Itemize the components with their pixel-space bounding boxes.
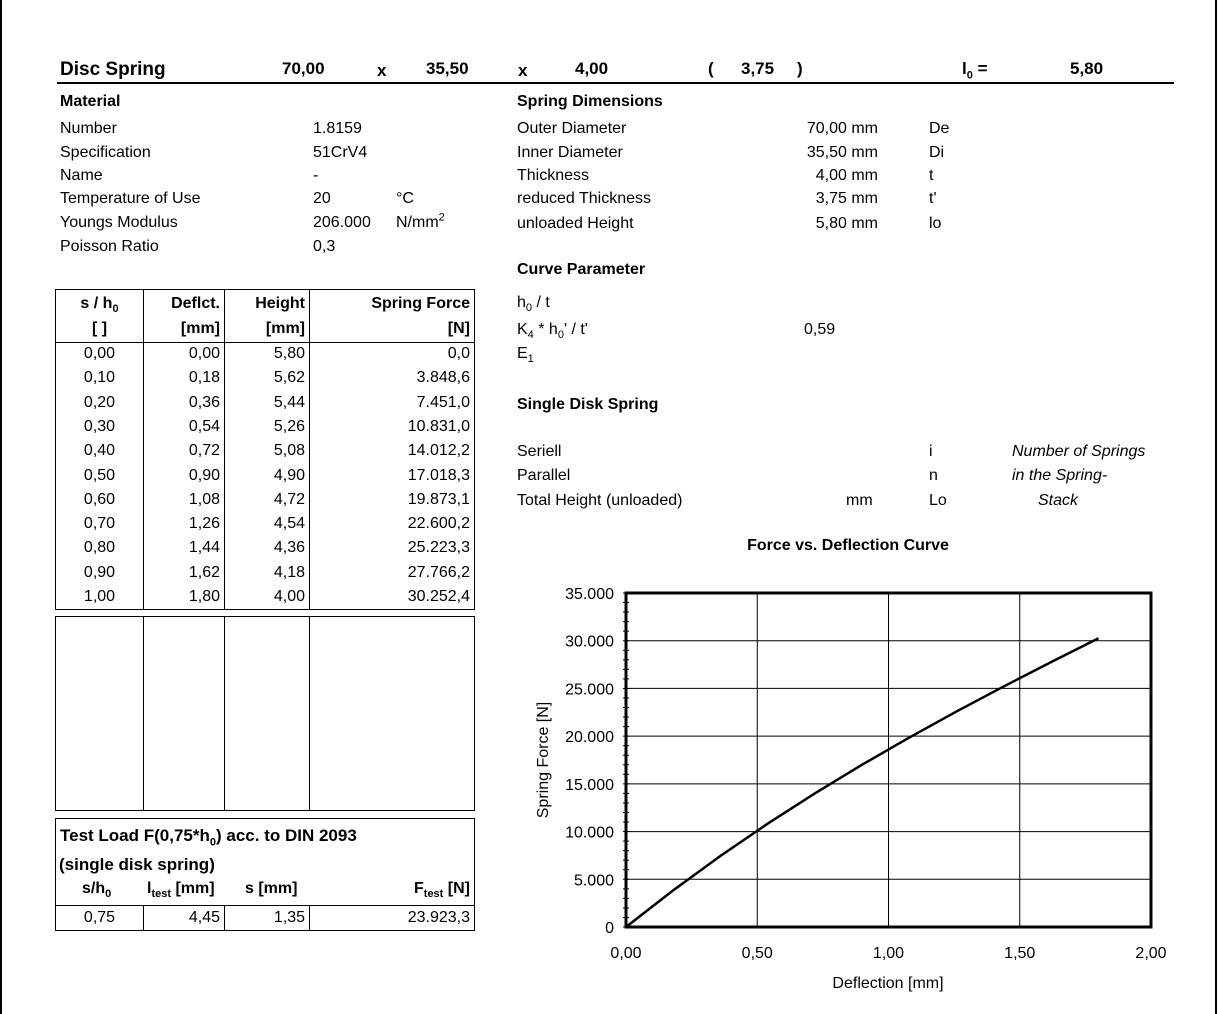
dimension-row-value: 4,00 mm (815, 167, 878, 184)
test-load-table (55, 818, 475, 931)
cell-spring-force: 14.012,2 (407, 442, 470, 460)
cell-spring-force: 27.766,2 (407, 563, 470, 581)
header-inner-diameter: 35,50 (426, 59, 469, 78)
test-col-s: s [mm] (245, 880, 298, 897)
cell-height: 4,54 (273, 515, 305, 533)
col-header-s-h0: s / $h_0$ (80, 295, 119, 316)
col-unit-height: [mm] (265, 320, 305, 337)
cell-deflection: 1,80 (188, 588, 220, 605)
empty-table (55, 616, 475, 811)
dimension-row-symbol: t (929, 167, 934, 184)
total-height-symbol: Lo (929, 492, 947, 509)
empty-col-divider (309, 617, 310, 810)
cell-deflection: 0,72 (188, 442, 220, 460)
material-row-value: 20 (313, 190, 331, 207)
cell-s-h0: 0,40 (83, 442, 116, 460)
material-row-label: Poisson Ratio (60, 238, 159, 255)
test-load-title: Test Load $F(0,75*h_0)$ acc. to DIN 2093 (60, 826, 357, 849)
cell-spring-force: 3.848,6 (416, 369, 470, 387)
cell-height: 4,18 (273, 563, 305, 581)
x-tick-label: 1,50 (1004, 945, 1036, 962)
cell-height: 5,26 (273, 417, 305, 435)
header-paren-open: ( (708, 59, 714, 78)
cell-deflection: 0,00 (188, 345, 220, 362)
total-height-unit: mm (846, 492, 873, 509)
cell-spring-force: 30.252,4 (407, 588, 470, 605)
dimension-row-label: Inner Diameter (517, 144, 623, 161)
col-unit-deflection: [mm] (180, 320, 220, 337)
header-label: Disc Spring (60, 59, 166, 80)
y-tick-label: 20.000 (565, 729, 614, 747)
stack-note-line-3: Stack (1038, 492, 1079, 509)
header-outer-diameter: 70,00 (282, 59, 325, 78)
dimension-row-value: 35,50 mm (806, 144, 878, 161)
cell-spring-force: 19.873,1 (407, 490, 470, 508)
material-row-unit: °C (396, 190, 414, 207)
cell-s-h0: 0,90 (83, 563, 116, 581)
cell-s-h0: 1,00 (83, 588, 116, 605)
cell-spring-force: 10.831,0 (407, 417, 470, 435)
material-row-value: 206.000 (313, 214, 371, 231)
header-thickness: 4,00 (575, 59, 609, 78)
right-border (1215, 0, 1217, 1014)
cell-s-h0: 0,20 (83, 393, 116, 411)
cell-height: 4,72 (273, 490, 305, 508)
col-header-spring-force: Spring Force (371, 295, 470, 312)
test-value-f-test: 23.923,3 (407, 909, 470, 926)
cell-s-h0: 0,50 (83, 466, 116, 484)
cell-s-h0: 0,70 (83, 515, 116, 533)
cell-height: 4,36 (273, 539, 305, 557)
x-axis-label: Deflection [mm] (832, 975, 944, 992)
dimension-row-label: reduced Thickness (517, 190, 651, 207)
header-reduced-thickness: 3,75 (741, 59, 775, 78)
k4-label: $K_4 * h_0'$ / t' (517, 321, 588, 342)
chart-title: Force vs. Deflection Curve (747, 537, 949, 554)
test-load-subtitle: (single disk spring) (59, 855, 215, 874)
curve-parameter-title: Curve Parameter (517, 261, 646, 278)
dimension-row-symbol: De (929, 120, 950, 137)
force-deflection-chart (500, 525, 1200, 1005)
test-col-s-h0: $s/h_0$ (82, 880, 112, 901)
cell-deflection: 1,62 (188, 563, 220, 581)
dimension-row-value: 70,00 mm (806, 120, 878, 137)
cell-s-h0: 0,80 (83, 539, 116, 557)
parallel-symbol: n (929, 467, 938, 484)
cell-spring-force: 25.223,3 (407, 539, 470, 557)
deflection-table (55, 289, 475, 610)
cell-height: 5,80 (273, 345, 305, 362)
y-axis-label: Spring Force [N] (535, 701, 552, 819)
y-tick-label: 15.000 (565, 776, 614, 794)
dimension-row-value: 3,75 mm (815, 190, 878, 207)
x-tick-label: 0,50 (741, 945, 773, 962)
chart-grid (626, 593, 1151, 927)
cell-deflection: 0,18 (188, 369, 220, 387)
stack-note-line-1: Number of Springs (1012, 443, 1146, 460)
cell-spring-force: 0,0 (447, 345, 470, 362)
y-tick-label: 35.000 (565, 586, 614, 603)
x-tick-label: 0,00 (610, 945, 642, 962)
cell-s-h0: 0,60 (83, 490, 116, 508)
dimension-row-symbol: t' (929, 190, 937, 207)
dimension-row-label: Outer Diameter (517, 120, 627, 137)
col-unit-spring-force: [N] (447, 320, 470, 337)
test-value-s: 1,35 (273, 909, 305, 926)
material-row-label: Number (60, 120, 117, 137)
cell-deflection: 0,90 (188, 466, 220, 484)
header-l0-value: 5,80 (1070, 59, 1104, 78)
material-row-value: 1.8159 (313, 120, 362, 137)
test-header-rule (56, 905, 474, 906)
table-header-rule (56, 342, 474, 343)
header-x-2: x (518, 61, 528, 80)
total-height-label: Total Height (unloaded) (517, 492, 683, 509)
header-paren-close: ) (797, 59, 803, 78)
dimensions-title: Spring Dimensions (517, 93, 663, 110)
cell-s-h0: 0,00 (83, 345, 116, 362)
left-border (0, 0, 2, 1014)
dimension-row-value: 5,80 mm (815, 215, 878, 232)
material-row-unit: $N/mm^2$ (396, 211, 445, 231)
cell-deflection: 0,36 (188, 393, 220, 411)
col-header-height: Height (255, 295, 305, 312)
dimension-row-symbol: Di (929, 144, 945, 161)
y-tick-label: 10.000 (565, 824, 614, 842)
material-row-value: 51CrV4 (313, 144, 368, 161)
header-rule (57, 82, 1174, 84)
test-value-s-h0: 0,75 (83, 909, 116, 926)
material-row-label: Name (60, 167, 103, 184)
col-header-deflection: Deflct. (171, 295, 220, 312)
dimension-row-label: unloaded Height (517, 215, 634, 232)
cell-deflection: 1,44 (188, 539, 220, 557)
cell-height: 5,62 (273, 369, 305, 387)
material-row-value: 0,3 (313, 238, 336, 255)
material-title: Material (60, 93, 121, 110)
material-row-value: - (313, 167, 319, 184)
y-axis-tick-labels (565, 586, 614, 937)
test-value-l-test: 4,45 (188, 909, 220, 926)
material-row-label: Specification (60, 144, 151, 161)
cell-deflection: 1,08 (188, 490, 220, 508)
k4-value: 0,59 (804, 321, 836, 338)
cell-spring-force: 17.018,3 (407, 466, 470, 484)
header-x-1: x (377, 61, 387, 80)
y-tick-label: 30.000 (565, 633, 614, 651)
cell-s-h0: 0,30 (83, 417, 116, 435)
test-col-f-test: $F_{test}$ [N] (414, 880, 470, 901)
col-unit-s-h0: [ ] (91, 320, 108, 337)
material-row-label: Youngs Modulus (60, 214, 178, 231)
force-curve-line (626, 638, 1099, 927)
e1-label: $E_1$ (517, 345, 534, 366)
x-tick-label: 1,00 (872, 945, 905, 962)
material-row-label: Temperature of Use (60, 190, 201, 207)
stack-note-line-2: in the Spring- (1012, 467, 1108, 484)
cell-deflection: 0,54 (188, 417, 220, 435)
cell-height: 4,00 (273, 588, 305, 605)
y-tick-label: 25.000 (565, 681, 614, 699)
cell-s-h0: 0,10 (83, 369, 116, 387)
x-tick-label: 2,00 (1135, 945, 1167, 962)
cell-height: 5,44 (273, 393, 305, 411)
empty-col-divider (143, 617, 144, 810)
seriell-symbol: i (929, 443, 933, 460)
y-tick-label: 5.000 (573, 872, 614, 890)
cell-spring-force: 7.451,0 (416, 393, 470, 411)
cell-height: 5,08 (273, 442, 305, 460)
x-axis-tick-labels (610, 945, 1166, 962)
cell-deflection: 1,26 (188, 515, 220, 533)
cell-spring-force: 22.600,2 (407, 515, 470, 533)
seriell-label: Seriell (517, 443, 562, 460)
test-col-l-test: $l_{test}$ [mm] (147, 880, 215, 901)
empty-col-divider (224, 617, 225, 810)
h0-over-t-label: $h_0$ / t (517, 294, 550, 315)
y-tick-label: 0 (605, 920, 614, 937)
parallel-label: Parallel (517, 467, 571, 484)
dimension-row-symbol: lo (929, 215, 942, 232)
dimension-row-label: Thickness (517, 167, 590, 184)
cell-height: 4,90 (273, 466, 305, 484)
header-l0-label: $l_0$ = (962, 59, 988, 82)
single-disk-title: Single Disk Spring (517, 396, 659, 413)
